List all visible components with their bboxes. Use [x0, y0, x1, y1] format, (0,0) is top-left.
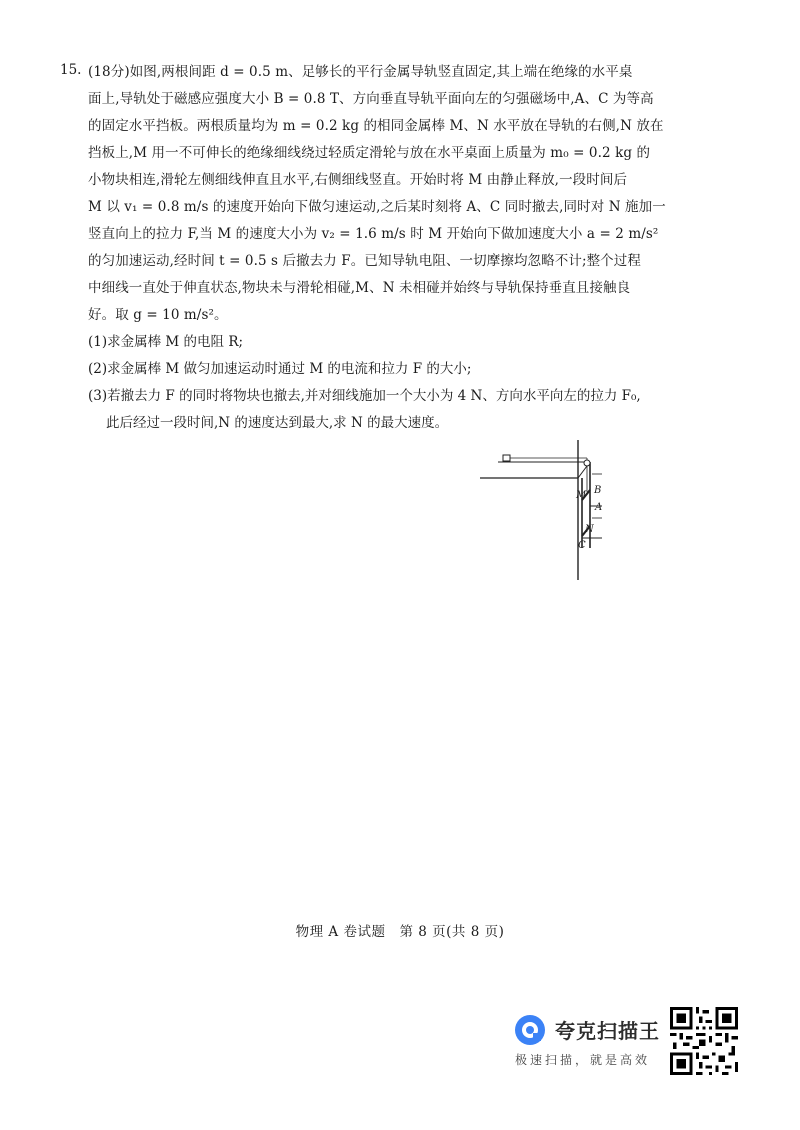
problem-text-line: 的匀加速运动,经时间 t = 0.5 s 后撤去力 F。已知导轨电阻、一切摩擦均忽略不计;整个过程 — [88, 253, 641, 269]
question-2: (2)求金属棒 M 做匀加速运动时通过 M 的电流和拉力 F 的大小; — [88, 361, 472, 377]
problem-text-line: (18分)如图,两根间距 d = 0.5 m、足够长的平行金属导轨竖直固定,其上端在绝缘的水平桌 — [88, 64, 633, 80]
problem-text-line: 好。取 g = 10 m/s²。 — [88, 307, 228, 323]
problem-text-line: M 以 v₁ = 0.8 m/s 的速度开始向下做匀速运动,之后某时刻将 A、C 同时撤去,同时对 N 施加一 — [88, 199, 666, 215]
problem-number: 15. — [60, 62, 82, 78]
scanner-watermark — [513, 1005, 673, 1075]
problem-text-line: 的固定水平挡板。两根质量均为 m = 0.2 kg 的相同金属棒 M、N 水平放在导轨的右侧,N 放在 — [88, 118, 664, 134]
page-footer: 物理 A 卷试题 第 8 页(共 8 页) — [295, 924, 505, 940]
question-3-continued: 此后经过一段时间,N 的速度达到最大,求 N 的最大速度。 — [106, 415, 449, 431]
label-n: N — [585, 524, 594, 535]
question-1: (1)求金属棒 M 的电阻 R; — [88, 334, 244, 350]
label-b: B — [594, 485, 602, 496]
physics-diagram — [478, 438, 608, 588]
qr-code-icon — [670, 1007, 738, 1075]
problem-text-line: 中细线一直处于伸直状态,物块未与滑轮相碰,M、N 未相碰并始终与导轨保持垂直且接触良 — [88, 280, 631, 296]
problem-text-line: 竖直向上的拉力 F,当 M 的速度大小为 v₂ = 1.6 m/s 时 M 开始向下做加速度大小 a = 2 m/s² — [88, 226, 659, 242]
question-3: (3)若撤去力 F 的同时将物块也撤去,并对细线施加一个大小为 4 N、方向水平向左的拉力 F₀, — [88, 388, 641, 404]
problem-text-line: 面上,导轨处于磁感应强度大小 B = 0.8 T、方向垂直导轨平面向左的匀强磁场中,A、C 为等高 — [88, 91, 654, 107]
problem-text-line: 小物块相连,滑轮左侧细线伸直且水平,右侧细线竖直。开始时将 M 由静止释放,一段时间后 — [88, 172, 628, 188]
label-c: C — [578, 540, 586, 551]
problem-text-line: 挡板上,M 用一不可伸长的绝缘细线绕过轻质定滑轮与放在水平桌面上质量为 m₀ = 0.2 kg 的 — [88, 145, 651, 161]
block-m0 — [503, 455, 510, 461]
scanner-brand-name: 夸克扫描王 — [555, 1019, 660, 1043]
label-a: A — [595, 502, 603, 513]
label-m: M — [576, 490, 587, 501]
scanner-logo-icon — [513, 1013, 547, 1047]
pulley — [584, 460, 590, 466]
scanner-tagline: 极速扫描，就是高效 — [515, 1053, 651, 1067]
